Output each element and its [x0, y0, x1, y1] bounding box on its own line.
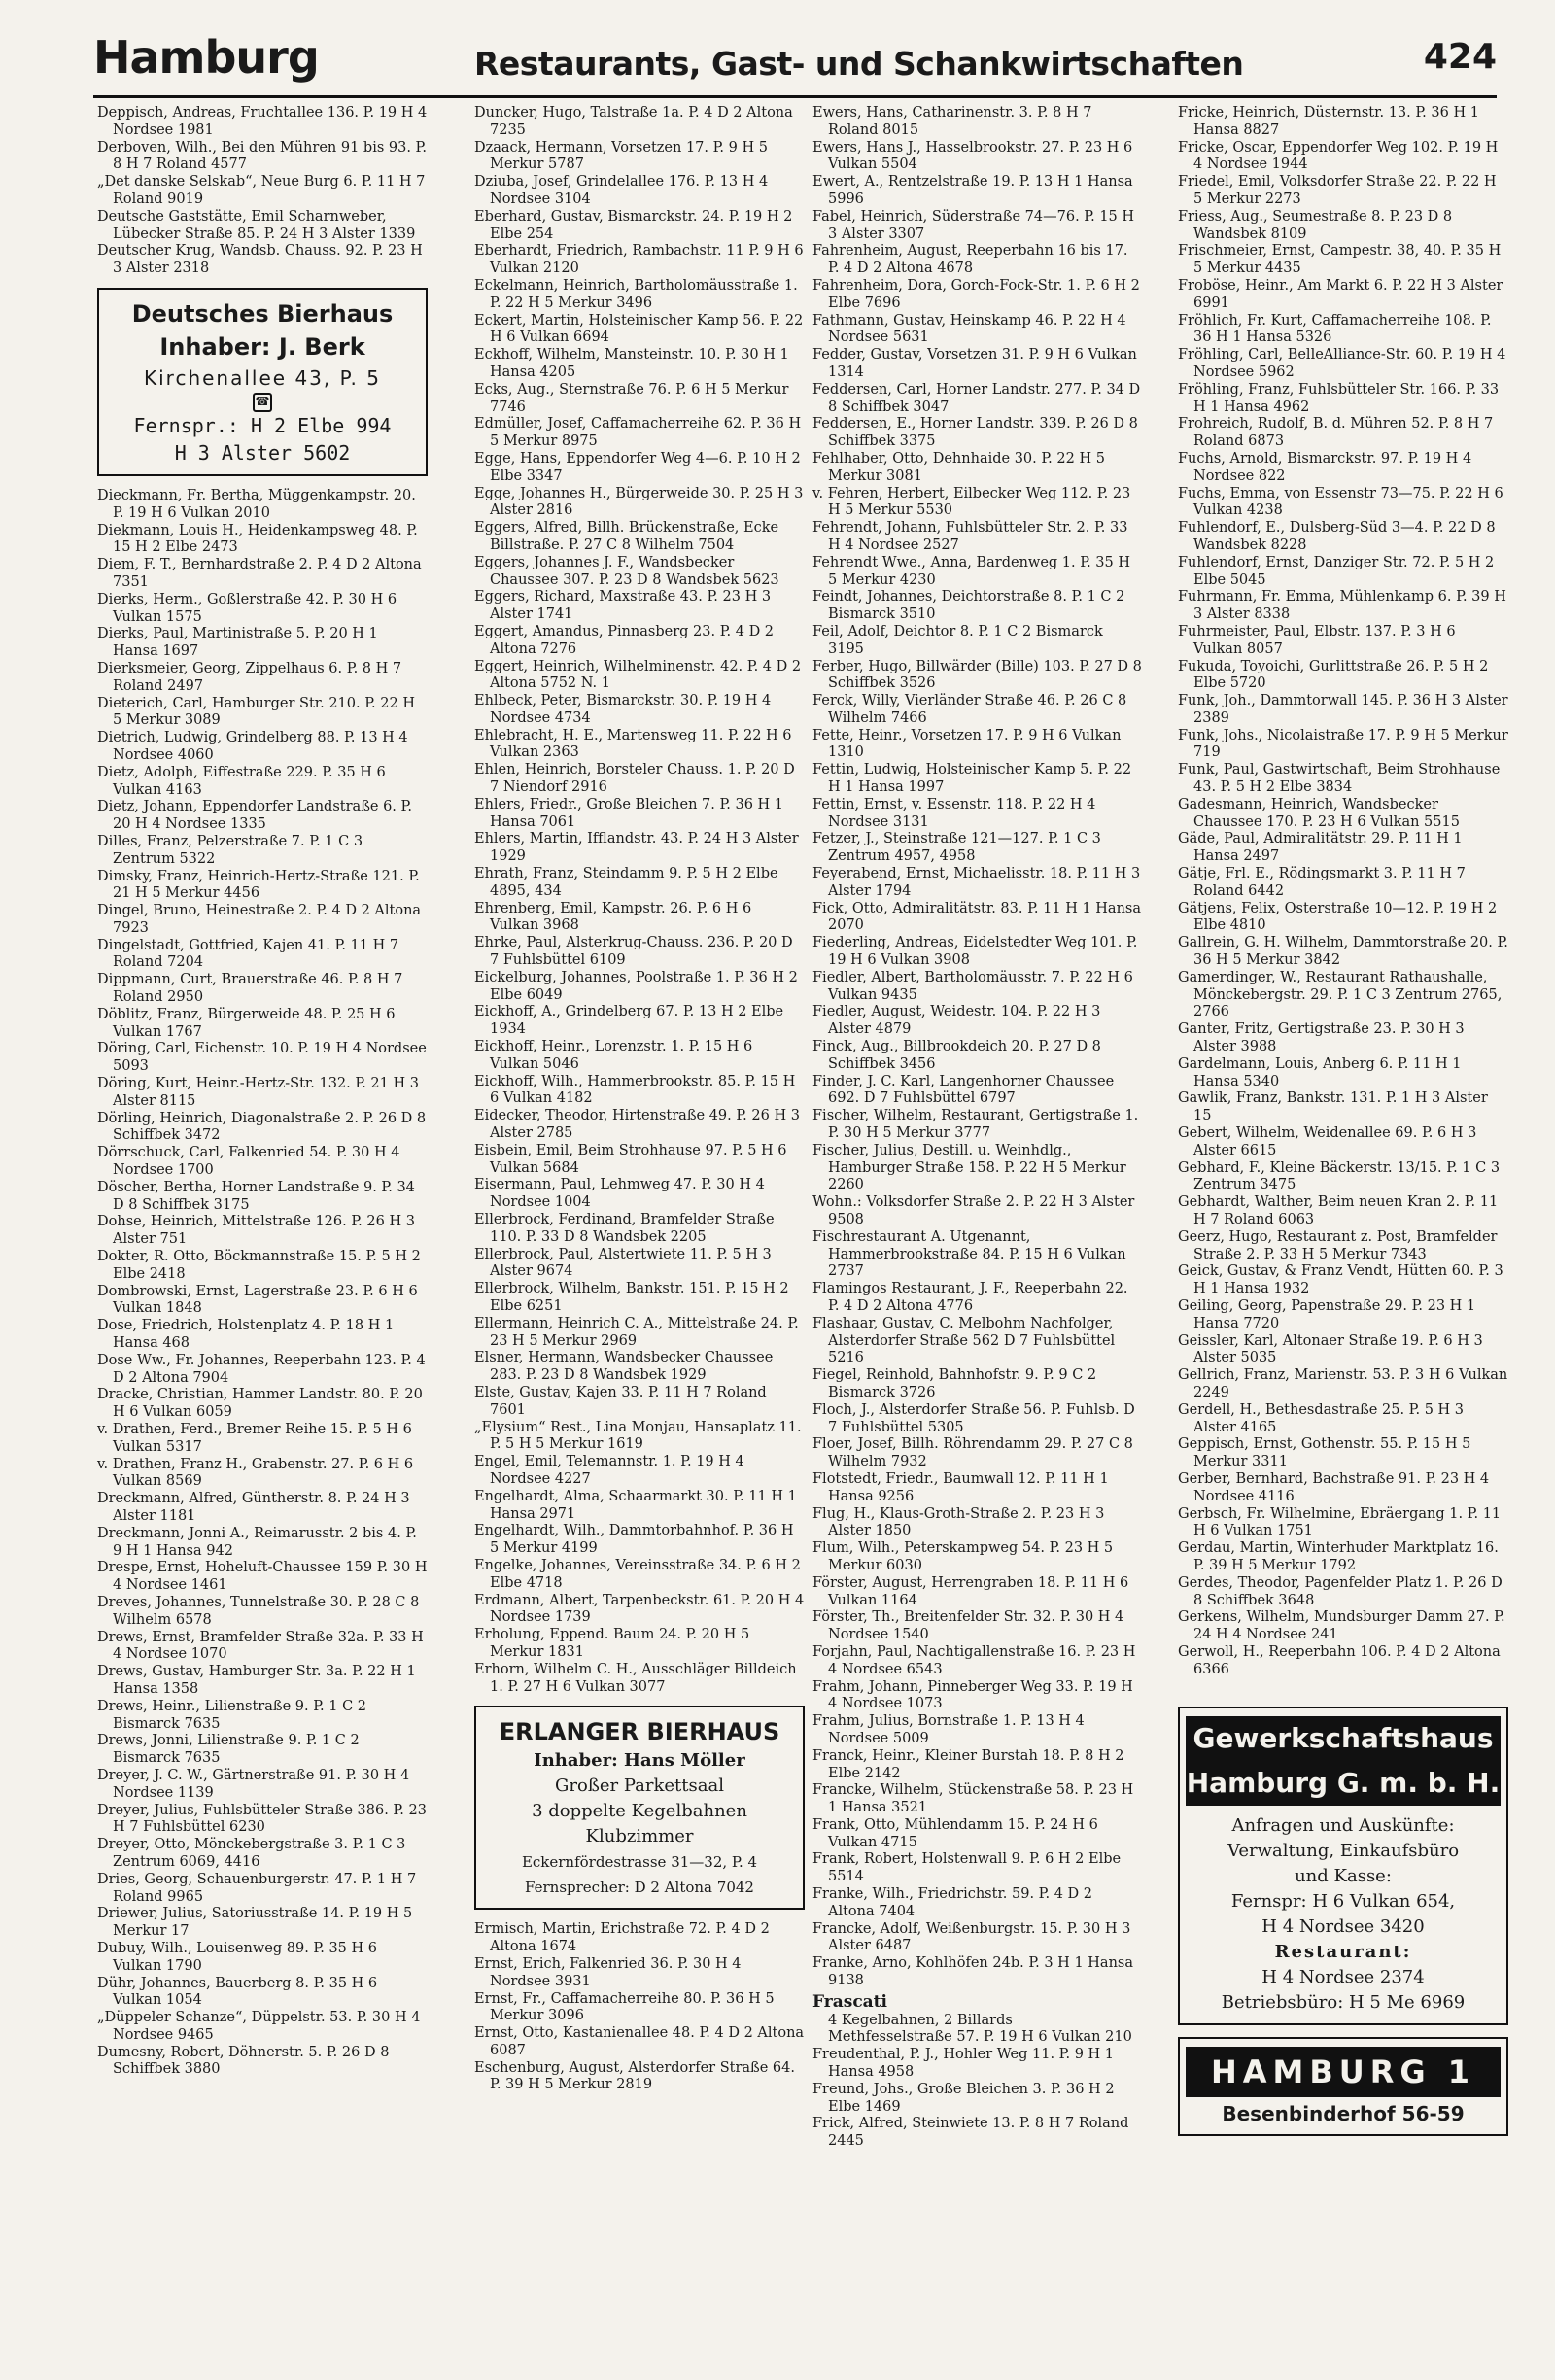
directory-entry: Frick, Alfred, Steinwiete 13. P. 8 H 7 Roland 2445: [812, 2116, 1129, 2150]
directory-entry: Eckert, Martin, Holsteinischer Kamp 56. P. 22 H 6 Vulkan 6694: [474, 312, 804, 346]
directory-entry: Flashaar, Gustav, C. Melbohm Nachfolger, Alsterdorfer Straße 562 D 7 Fuhlsbüttel 5216: [812, 1315, 1116, 1366]
directory-entry: Geppisch, Ernst, Gothenstr. 55. P. 15 H 5 Merkur 3311: [1178, 1436, 1471, 1470]
directory-entry: Deutscher Krug, Wandsb. Chauss. 92. P. 23 H 3 Alster 2318: [97, 243, 423, 277]
directory-entry: Ganter, Fritz, Gertigstraße 23. P. 30 H 3 Alster 3988: [1178, 1021, 1465, 1055]
ad-line: Eckernfördestrasse 31—32, P. 4: [521, 1853, 758, 1872]
directory-entry: Dingelstadt, Gottfried, Kajen 41. P. 11 H 7 Roland 7204: [97, 937, 399, 971]
directory-entry: Dohse, Heinrich, Mittelstraße 126. P. 26 H 3 Alster 751: [97, 1214, 415, 1248]
directory-entry: Gäde, Paul, Admiralitätstr. 29. P. 11 H 1 Hansa 2497: [1178, 831, 1463, 865]
directory-entry: Flug, H., Klaus-Groth-Straße 2. P. 23 H 3 Alster 1850: [812, 1505, 1105, 1539]
ad-owner: Inhaber: Hans Möller: [534, 1750, 745, 1772]
directory-entry: Förster, August, Herrengraben 18. P. 11 H 6 Vulkan 1164: [812, 1574, 1129, 1608]
directory-entry: Feddersen, E., Horner Landstr. 339. P. 26 D 8 Schiffbek 3375: [812, 416, 1138, 450]
directory-entry: Döring, Kurt, Heinr.-Hertz-Str. 132. P. 21 H 3 Alster 8115: [97, 1076, 419, 1109]
directory-entry: Eggers, Johannes J. F., Wandsbecker Chaussee 307. P. 23 D 8 Wandsbek 5623: [474, 554, 779, 588]
directory-entry: Fukuda, Toyoichi, Gurlittstraße 26. P. 5 H 2 Elbe 5720: [1178, 658, 1489, 692]
directory-entry: „Det danske Selskab“, Neue Burg 6. P. 11 H 7 Roland 9019: [97, 174, 426, 207]
directory-entry: Fuhrmann, Fr. Emma, Mühlenkamp 6. P. 39 H 3 Alster 8338: [1178, 589, 1506, 623]
directory-entry: Fettin, Ernst, v. Essenstr. 118. P. 22 H 4 Nordsee 3131: [812, 796, 1096, 830]
ad-line: H 4 Nordsee 2374: [1261, 1966, 1425, 1987]
ad-line: Verwaltung, Einkaufsbüro: [1227, 1840, 1460, 1861]
directory-entry: Egge, Johannes H., Bürgerweide 30. P. 25 H 3 Alster 2816: [474, 485, 804, 519]
directory-entry: Eisermann, Paul, Lehmweg 47. P. 30 H 4 Nordsee 1004: [474, 1177, 765, 1211]
directory-entry: Gadesmann, Heinrich, Wandsbecker Chaussee 170. P. 23 H 6 Vulkan 5515: [1178, 796, 1460, 830]
directory-entry: Feyerabend, Ernst, Michaelisstr. 18. P. 11 H 3 Alster 1794: [812, 866, 1141, 899]
directory-entry: Drews, Gustav, Hamburger Str. 3a. P. 22 H 1 Hansa 1358: [97, 1664, 416, 1697]
directory-entry: Ewert, A., Rentzelstraße 19. P. 13 H 1 Hansa 5996: [812, 174, 1133, 207]
directory-entry: Ermisch, Martin, Erichstraße 72. P. 4 D 2 Altona 1674: [474, 1921, 770, 1955]
directory-entry: Francke, Wilhelm, Stückenstraße 58. P. 23 H 1 Hansa 3521: [812, 1782, 1134, 1816]
directory-entry: Diem, F. T., Bernhardstraße 2. P. 4 D 2 Altona 7351: [97, 557, 422, 590]
directory-entry: Engelhardt, Alma, Schaarmarkt 30. P. 11 H 1 Hansa 2971: [474, 1488, 797, 1522]
directory-entry: Feddersen, Carl, Horner Landstr. 277. P. 34 D 8 Schiffbek 3047: [812, 381, 1141, 415]
directory-entry: Engelhardt, Wilh., Dammtorbahnhof. P. 36 H 5 Merkur 4199: [474, 1523, 794, 1557]
directory-entry: Funk, Johs., Nicolaistraße 17. P. 9 H 5 Merkur 719: [1178, 727, 1508, 761]
column-3: [812, 105, 1143, 2151]
directory-entry: Döblitz, Franz, Bürgerweide 48. P. 25 H 6 Vulkan 1767: [97, 1006, 396, 1040]
directory-entry: Fahrenheim, August, Reeperbahn 16 bis 17. P. 4 D 2 Altona 4678: [812, 243, 1128, 277]
directory-entry: Eidecker, Theodor, Hirtenstraße 49. P. 26 H 3 Alster 2785: [474, 1108, 800, 1142]
directory-entry: Gerdes, Theodor, Pagenfelder Platz 1. P. 26 D 8 Schiffbek 3648: [1178, 1574, 1503, 1608]
directory-entry: Deutsche Gaststätte, Emil Scharnweber, Lübecker Straße 85. P. 24 H 3 Alster 1339: [97, 208, 416, 242]
directory-entry: Fiedler, August, Weidestr. 104. P. 22 H 3 Alster 4879: [812, 1004, 1101, 1038]
directory-entry: Gebhard, F., Kleine Bäckerstr. 13/15. P. 1 C 3 Zentrum 3475: [1178, 1159, 1501, 1193]
directory-entry: Frank, Robert, Holstenwall 9. P. 6 H 2 Elbe 5514: [812, 1851, 1122, 1885]
directory-entry: Fahrenheim, Dora, Gorch-Fock-Str. 1. P. 6 H 2 Elbe 7696: [812, 277, 1140, 311]
directory-entry: Eberhard, Gustav, Bismarckstr. 24. P. 19 H 2 Elbe 254: [474, 208, 793, 242]
entry-name: Frascati: [812, 1991, 887, 2012]
directory-entry: Funk, Paul, Gastwirtschaft, Beim Strohhause 43. P. 5 H 2 Elbe 3834: [1178, 762, 1501, 796]
directory-entry: Gerkens, Wilhelm, Mundsburger Damm 27. P. 24 H 4 Nordsee 241: [1178, 1609, 1505, 1643]
directory-entry: Dumesny, Robert, Döhnerstr. 5. P. 26 D 8 Schiffbek 3880: [97, 2044, 390, 2078]
directory-entry: Dieckmann, Fr. Bertha, Müggenkampstr. 20. P. 19 H 6 Vulkan 2010: [97, 487, 416, 521]
directory-entry: Franck, Heinr., Kleiner Burstah 18. P. 8 H 2 Elbe 2142: [812, 1747, 1124, 1781]
entry-line: Methfesselstraße 57. P. 19 H 6 Vulkan 210: [828, 2029, 1132, 2046]
directory-entry: Eickhoff, A., Grindelberg 67. P. 13 H 2 Elbe 1934: [474, 1004, 784, 1038]
directory-entry: Gamerdinger, W., Restaurant Rathaushalle, Mönckebergstr. 29. P. 1 C 3 Zentrum 2765, 2766: [1178, 969, 1503, 1020]
directory-entry: Fröhling, Carl, BelleAlliance-Str. 60. P. 19 H 4 Nordsee 5962: [1178, 347, 1506, 380]
directory-entry: Diekmann, Louis H., Heidenkampsweg 48. P. 15 H 2 Elbe 2473: [97, 522, 418, 556]
directory-entry: Finder, J. C. Karl, Langenhorner Chaussee 692. D 7 Fuhlsbüttel 6797: [812, 1073, 1115, 1107]
phone-icon: ☎: [105, 393, 420, 412]
page-number: 424: [1423, 37, 1497, 77]
directory-entry: Ecks, Aug., Sternstraße 76. P. 6 H 5 Merkur 7746: [474, 381, 789, 415]
ad-deutsches-bierhaus: [97, 288, 428, 476]
directory-entry: Floch, J., Alsterdorfer Straße 56. P. Fuhlsb. D 7 Fuhlsbüttel 5305: [812, 1401, 1135, 1435]
directory-entry: Geerz, Hugo, Restaurant z. Post, Bramfelder Straße 2. P. 33 H 5 Merkur 7343: [1178, 1228, 1498, 1262]
directory-entry: Dingel, Bruno, Heinestraße 2. P. 4 D 2 Altona 7923: [97, 903, 422, 936]
directory-entry: Eickhoff, Heinr., Lorenzstr. 1. P. 15 H 6 Vulkan 5046: [474, 1039, 753, 1072]
column-4: [1178, 105, 1508, 2148]
directory-entry: Ehlbeck, Peter, Bismarckstr. 30. P. 19 H 4 Nordsee 4734: [474, 693, 772, 726]
directory-entry: Derboven, Wilh., Bei den Mühren 91 bis 93. P. 8 H 7 Roland 4577: [97, 139, 427, 173]
ad-line: Fernsprecher: D 2 Altona 7042: [525, 1879, 754, 1897]
directory-entry: Dose, Friedrich, Holstenplatz 4. P. 18 H 1 Hansa 468: [97, 1318, 395, 1352]
directory-entry: Fischrestaurant A. Utgenannt, Hammerbrookstraße 84. P. 15 H 6 Vulkan 2737: [812, 1228, 1126, 1280]
ad-phone-2: H 3 Alster 5602: [174, 440, 351, 465]
ad-line: Großer Parkettsaal: [555, 1776, 724, 1797]
directory-entry: Friedel, Emil, Volksdorfer Straße 22. P. 22 H 5 Merkur 2273: [1178, 174, 1497, 207]
directory-entry: Fiedler, Albert, Bartholomäusstr. 7. P. 22 H 6 Vulkan 9435: [812, 969, 1133, 1003]
directory-entry: Gätjens, Felix, Osterstraße 10—12. P. 19 H 2 Elbe 4810: [1178, 900, 1498, 934]
directory-entry: Gätje, Frl. E., Rödingsmarkt 3. P. 11 H 7 Roland 6442: [1178, 866, 1466, 899]
directory-entry: Wohn.: Volksdorfer Straße 2. P. 22 H 3 Alster 9508: [812, 1194, 1135, 1227]
directory-entry: Ehlebracht, H. E., Martensweg 11. P. 22 H 6 Vulkan 2363: [474, 727, 792, 761]
directory-entry: Eckelmann, Heinrich, Bartholomäusstraße 1. P. 22 H 5 Merkur 3496: [474, 277, 798, 311]
ad-address: Besenbinderhof 56-59: [1222, 2101, 1465, 2125]
ad-line: Fernspr: H 6 Vulkan 654,: [1230, 1890, 1456, 1912]
ad-line: H 4 Nordsee 3420: [1261, 1915, 1425, 1937]
ad-line: Anfragen und Auskünfte:: [1231, 1814, 1455, 1836]
directory-entry: Fathmann, Gustav, Heinskamp 46. P. 22 H 4 Nordsee 5631: [812, 312, 1126, 346]
directory-entry: Eggert, Heinrich, Wilhelminenstr. 42. P. 4 D 2 Altona 5752 N. 1: [474, 658, 802, 692]
directory-entry: Dierks, Herm., Goßlerstraße 42. P. 30 H 6 Vulkan 1575: [97, 591, 397, 625]
directory-entry: Fick, Otto, Admiralitätstr. 83. P. 11 H 1 Hansa 2070: [812, 900, 1141, 934]
directory-entry: Dubuy, Wilh., Louisenweg 89. P. 35 H 6 Vulkan 1790: [97, 1940, 377, 1974]
column-2: [474, 105, 805, 2094]
directory-entry: Ernst, Otto, Kastanienallee 48. P. 4 D 2 Altona 6087: [474, 2025, 805, 2058]
directory-entry: Driewer, Julius, Satoriusstraße 14. P. 19 H 5 Merkur 17: [97, 1906, 413, 1940]
directory-entry: Duncker, Hugo, Talstraße 1a. P. 4 D 2 Altona 7235: [474, 105, 793, 138]
ad-title: ERLANGER BIERHAUS: [499, 1718, 780, 1746]
directory-entry: Förster, Th., Breitenfelder Str. 32. P. 30 H 4 Nordsee 1540: [812, 1609, 1124, 1643]
ad-erlanger-bierhaus: [474, 1706, 805, 1910]
directory-entry: Eggers, Richard, Maxstraße 43. P. 23 H 3 Alster 1741: [474, 589, 772, 623]
directory-entry: Eggers, Alfred, Billh. Brückenstraße, Ecke Billstraße. P. 27 C 8 Wilhelm 7504: [474, 520, 779, 553]
directory-entry: Fuhrmeister, Paul, Elbstr. 137. P. 3 H 6 Vulkan 8057: [1178, 623, 1456, 657]
directory-entry: Ellerbrock, Ferdinand, Bramfelder Straße 110. P. 33 D 8 Wandsbek 2205: [474, 1212, 775, 1245]
directory-entry: Gellrich, Franz, Marienstr. 53. P. 3 H 6 Vulkan 2249: [1178, 1367, 1508, 1400]
directory-entry: Frischmeier, Ernst, Campestr. 38, 40. P. 35 H 5 Merkur 4435: [1178, 243, 1502, 277]
directory-entry: Ellerbrock, Wilhelm, Bankstr. 151. P. 15 H 2 Elbe 6251: [474, 1281, 789, 1314]
directory-entry: Fröhling, Franz, Fuhlsbütteler Str. 166. P. 33 H 1 Hansa 4962: [1178, 381, 1500, 415]
directory-entry: Engel, Emil, Telemannstr. 1. P. 19 H 4 Nordsee 4227: [474, 1454, 744, 1487]
directory-entry: Frank, Otto, Mühlendamm 15. P. 24 H 6 Vulkan 4715: [812, 1816, 1098, 1850]
directory-entry: Elsner, Hermann, Wandsbecker Chaussee 283. P. 23 D 8 Wandsbek 1929: [474, 1350, 774, 1384]
directory-entry: Ferber, Hugo, Billwärder (Bille) 103. P. 27 D 8 Schiffbek 3526: [812, 658, 1142, 692]
directory-entry: Fehrendt Wwe., Anna, Bardenweg 1. P. 35 H 5 Merkur 4230: [812, 554, 1130, 588]
directory-entry: Geissler, Karl, Altonaer Straße 19. P. 6 H 3 Alster 5035: [1178, 1332, 1483, 1366]
directory-entry: v. Drathen, Franz H., Grabenstr. 27. P. 6 H 6 Vulkan 8569: [97, 1456, 414, 1490]
directory-entry: Gebert, Wilhelm, Weidenallee 69. P. 6 H 3 Alster 6615: [1178, 1125, 1477, 1158]
ad-hamburg-1: [1178, 2037, 1508, 2136]
directory-entry: Gerwoll, H., Reeperbahn 106. P. 4 D 2 Altona 6366: [1178, 1643, 1501, 1677]
ad-title: HAMBURG 1: [1186, 2047, 1501, 2097]
directory-entry: Gawlik, Franz, Bankstr. 131. P. 1 H 3 Alster 15: [1178, 1090, 1488, 1124]
directory-entry: Gallrein, G. H. Wilhelm, Dammtorstraße 20. P. 36 H 5 Merkur 3842: [1178, 935, 1508, 969]
ad-owner: Inhaber: J. Berk: [159, 332, 365, 361]
directory-entry: Frahm, Julius, Bornstraße 1. P. 13 H 4 Nordsee 5009: [812, 1713, 1085, 1746]
directory-entry: Geiling, Georg, Papenstraße 29. P. 23 H 1 Hansa 7720: [1178, 1297, 1476, 1331]
directory-entry: Fuchs, Arnold, Bismarckstr. 97. P. 19 H 4 Nordsee 822: [1178, 450, 1472, 484]
directory-entry: Gebhardt, Walther, Beim neuen Kran 2. P. 11 H 7 Roland 6063: [1178, 1194, 1499, 1227]
ad-gewerkschaftshaus: [1178, 1707, 1508, 2025]
directory-entry: Ewers, Hans, Catharinenstr. 3. P. 8 H 7 Roland 8015: [812, 105, 1092, 138]
directory-entry: Edmüller, Josef, Caffamacherreihe 62. P. 36 H 5 Merkur 8975: [474, 416, 802, 450]
directory-entry: Floer, Josef, Billh. Röhrendamm 29. P. 27 C 8 Wilhelm 7932: [812, 1436, 1133, 1470]
directory-entry: Dreyer, Julius, Fuhlsbütteler Straße 386. P. 23 H 7 Fuhlsbüttel 6230: [97, 1802, 427, 1836]
directory-entry: Dörrschuck, Carl, Falkenried 54. P. 30 H 4 Nordsee 1700: [97, 1145, 400, 1179]
directory-entry: Gerber, Bernhard, Bachstraße 91. P. 23 H 4 Nordsee 4116: [1178, 1470, 1490, 1504]
directory-entry: Feindt, Johannes, Deichtorstraße 8. P. 1 C 2 Bismarck 3510: [812, 589, 1125, 623]
directory-entry: Feil, Adolf, Deichtor 8. P. 1 C 2 Bismarck 3195: [812, 623, 1103, 657]
directory-entry: Eisbein, Emil, Beim Strohhause 97. P. 5 H 6 Vulkan 5684: [474, 1142, 787, 1176]
directory-entry: Francke, Adolf, Weißenburgstr. 15. P. 30 H 3 Alster 6487: [812, 1920, 1131, 1954]
directory-entry: Dombrowski, Ernst, Lagerstraße 23. P. 6 H 6 Vulkan 1848: [97, 1283, 418, 1317]
ad-line: Betriebsbüro: H 5 Me 6969: [1221, 1991, 1466, 2013]
directory-entry: Fischer, Wilhelm, Restaurant, Gertigstraße 1. P. 30 H 5 Merkur 3777: [812, 1108, 1139, 1142]
directory-entry: Fiederling, Andreas, Eidelstedter Weg 101. P. 19 H 6 Vulkan 3908: [812, 935, 1138, 969]
directory-entry: Elste, Gustav, Kajen 33. P. 11 H 7 Roland 7601: [474, 1384, 767, 1418]
directory-entry: Drews, Ernst, Bramfelder Straße 32a. P. 33 H 4 Nordsee 1070: [97, 1629, 424, 1663]
directory-entry: Fricke, Oscar, Eppendorfer Weg 102. P. 19 H 4 Nordsee 1944: [1178, 139, 1499, 173]
directory-entry: Dietz, Adolph, Eiffestraße 229. P. 35 H 6 Vulkan 4163: [97, 764, 386, 798]
ad-title: Deutsches Bierhaus: [131, 299, 394, 328]
directory-entry: Franke, Wilh., Friedrichstr. 59. P. 4 D 2 Altona 7404: [812, 1886, 1092, 1919]
directory-entry: Flum, Wilh., Peterskampweg 54. P. 23 H 5 Merkur 6030: [812, 1540, 1114, 1573]
directory-entry: Dracke, Christian, Hammer Landstr. 80. P. 20 H 6 Vulkan 6059: [97, 1387, 423, 1421]
directory-entry: „Düppeler Schanze“, Düppelstr. 53. P. 30 H 4 Nordsee 9465: [97, 2010, 421, 2043]
directory-entry: Ferck, Willy, Vierländer Straße 46. P. 26 C 8 Wilhelm 7466: [812, 693, 1127, 726]
directory-entry: Flamingos Restaurant, J. F., Reeperbahn 22. P. 4 D 2 Altona 4776: [812, 1281, 1128, 1314]
directory-entry: Gerdau, Martin, Winterhuder Marktplatz 16. P. 39 H 5 Merkur 1792: [1178, 1540, 1499, 1573]
directory-entry: Dietz, Johann, Eppendorfer Landstraße 6. P. 20 H 4 Nordsee 1335: [97, 799, 412, 833]
directory-entry: Dreyer, J. C. W., Gärtnerstraße 91. P. 30 H 4 Nordsee 1139: [97, 1767, 410, 1801]
directory-entry: Dreves, Johannes, Tunnelstraße 30. P. 28 C 8 Wilhelm 6578: [97, 1594, 420, 1628]
directory-entry: Drews, Jonni, Lilienstraße 9. P. 1 C 2 Bismarck 7635: [97, 1733, 360, 1767]
directory-entry: Dokter, R. Otto, Böckmannstraße 15. P. 5 H 2 Elbe 2418: [97, 1249, 421, 1282]
directory-entry: Ehlen, Heinrich, Borsteler Chauss. 1. P. 20 D 7 Niendorf 2916: [474, 762, 795, 796]
ad-line: Restaurant:: [1274, 1941, 1412, 1962]
directory-entry: Eggert, Amandus, Pinnasberg 23. P. 4 D 2 Altona 7276: [474, 623, 775, 657]
directory-entry: Franke, Arno, Kohlhöfen 24b. P. 3 H 1 Hansa 9138: [812, 1955, 1133, 1989]
column-1: [97, 105, 428, 2079]
directory-entry: Fabel, Heinrich, Süderstraße 74—76. P. 15 H 3 Alster 3307: [812, 208, 1135, 242]
directory-entry: v. Fehren, Herbert, Eilbecker Weg 112. P. 23 H 5 Merkur 5530: [812, 485, 1131, 519]
ad-title-2: Hamburg G. m. b. H.: [1186, 1761, 1501, 1806]
entry-line: 4 Kegelbahnen, 2 Billards: [828, 2012, 1013, 2028]
directory-entry: Fröhlich, Fr. Kurt, Caffamacherreihe 108. P. 36 H 1 Hansa 5326: [1178, 312, 1492, 346]
directory-entry: Eckhoff, Wilhelm, Mansteinstr. 10. P. 30 H 1 Hansa 4205: [474, 347, 789, 380]
directory-entry: Dries, Georg, Schauenburgerstr. 47. P. 1 H 7 Roland 9965: [97, 1871, 417, 1905]
directory-entry: Egge, Hans, Eppendorfer Weg 4—6. P. 10 H 2 Elbe 3347: [474, 450, 801, 484]
directory-entry: Froböse, Heinr., Am Markt 6. P. 22 H 3 Alster 6991: [1178, 277, 1503, 311]
directory-entry: v. Drathen, Ferd., Bremer Reihe 15. P. 5 H 6 Vulkan 5317: [97, 1422, 412, 1455]
directory-entry: Fedder, Gustav, Vorsetzen 31. P. 9 H 6 Vulkan 1314: [812, 347, 1137, 380]
directory-entry: Freund, Johs., Große Bleichen 3. P. 36 H 2 Elbe 1469: [812, 2081, 1115, 2115]
directory-entry: Gardelmann, Louis, Anberg 6. P. 11 H 1 Hansa 5340: [1178, 1055, 1462, 1089]
directory-entry: Forjahn, Paul, Nachtigallenstraße 16. P. 23 H 4 Nordsee 6543: [812, 1643, 1136, 1677]
directory-entry: Döscher, Bertha, Horner Landstraße 9. P. 34 D 8 Schiffbek 3175: [97, 1179, 415, 1213]
ad-line: und Kasse:: [1295, 1865, 1392, 1886]
directory-entry: Dreckmann, Jonni A., Reimarusstr. 2 bis 4. P. 9 H 1 Hansa 942: [97, 1525, 417, 1559]
directory-entry: Fehrendt, Johann, Fuhlsbütteler Str. 2. P. 33 H 4 Nordsee 2527: [812, 520, 1128, 553]
directory-entry: Dierks, Paul, Martinistraße 5. P. 20 H 1 Hansa 1697: [97, 626, 378, 660]
directory-entry: „Elysium“ Rest., Lina Monjau, Hansaplatz 11. P. 5 H 5 Merkur 1619: [474, 1419, 802, 1453]
directory-entry: Fehlhaber, Otto, Dehnhaide 30. P. 22 H 5 Merkur 3081: [812, 450, 1105, 484]
directory-entry: Fettin, Ludwig, Holsteinischer Kamp 5. P. 22 H 1 Hansa 1997: [812, 762, 1132, 796]
directory-entry: Drespe, Ernst, Hoheluft-Chaussee 159 P. 30 H 4 Nordsee 1461: [97, 1560, 428, 1594]
directory-entry: Ernst, Erich, Falkenried 36. P. 30 H 4 Nordsee 3931: [474, 1955, 742, 1989]
directory-entry: Ehrath, Franz, Steindamm 9. P. 5 H 2 Elbe 4895, 434: [474, 866, 778, 899]
directory-entry: Dühr, Johannes, Bauerberg 8. P. 35 H 6 Vulkan 1054: [97, 1975, 378, 2009]
directory-entry: Dimsky, Franz, Heinrich-Hertz-Straße 121. P. 21 H 5 Merkur 4456: [97, 868, 420, 902]
directory-entry: Dreyer, Otto, Mönckebergstraße 3. P. 1 C 3 Zentrum 6069, 4416: [97, 1837, 406, 1870]
ad-line: Klubzimmer: [585, 1826, 694, 1847]
directory-entry: Fuhlendorf, E., Dulsberg-Süd 3—4. P. 22 D 8 Wandsbek 8228: [1178, 520, 1496, 553]
directory-entry: Döring, Carl, Eichenstr. 10. P. 19 H 4 Nordsee 5093: [97, 1041, 427, 1075]
directory-entry: Erholung, Eppend. Baum 24. P. 20 H 5 Merkur 1831: [474, 1627, 750, 1660]
directory-entry: Dörling, Heinrich, Diagonalstraße 2. P. 26 D 8 Schiffbek 3472: [97, 1110, 427, 1144]
directory-entry: Fiegel, Reinhold, Bahnhofstr. 9. P. 9 C 2 Bismarck 3726: [812, 1367, 1097, 1400]
directory-entry: Dierksmeier, Georg, Zippelhaus 6. P. 8 H 7 Roland 2497: [97, 660, 402, 694]
directory-entry: Gerdell, H., Bethesdastraße 25. P. 5 H 3 Alster 4165: [1178, 1401, 1465, 1435]
directory-entry: Engelke, Johannes, Vereinsstraße 34. P. 6 H 2 Elbe 4718: [474, 1557, 801, 1591]
directory-entry: Flotstedt, Friedr., Baumwall 12. P. 11 H 1 Hansa 9256: [812, 1470, 1109, 1504]
directory-entry: Dippmann, Curt, Brauerstraße 46. P. 8 H 7 Roland 2950: [97, 972, 403, 1006]
directory-entry: Fuhlendorf, Ernst, Danziger Str. 72. P. 5 H 2 Elbe 5045: [1178, 554, 1495, 588]
directory-entry: Ellerbrock, Paul, Alstertwiete 11. P. 5 H 3 Alster 9674: [474, 1246, 772, 1280]
directory-entry: Ehlers, Martin, Ifflandstr. 43. P. 24 H 3 Alster 1929: [474, 831, 799, 865]
ad-phone: Fernspr.: H 2 Elbe 994: [133, 413, 392, 437]
directory-entry: Fischer, Julius, Destill. u. Weinhdlg., Hamburger Straße 158. P. 22 H 5 Merkur 2260: [812, 1142, 1126, 1193]
directory-entry: Dose Ww., Fr. Johannes, Reeperbahn 123. P. 4 D 2 Altona 7904: [97, 1352, 426, 1386]
directory-entry: Erhorn, Wilhelm C. H., Ausschläger Billdeich 1. P. 27 H 6 Vulkan 3077: [474, 1661, 797, 1695]
page-header: [93, 27, 1497, 98]
directory-entry: Ehlers, Friedr., Große Bleichen 7. P. 36 H 1 Hansa 7061: [474, 796, 784, 830]
directory-entry: Fricke, Heinrich, Düsternstr. 13. P. 36 H 1 Hansa 8827: [1178, 105, 1479, 138]
directory-entry: Erdmann, Albert, Tarpenbeckstr. 61. P. 20 H 4 Nordsee 1739: [474, 1592, 805, 1626]
directory-entry: Eickhoff, Wilh., Hammerbrookstr. 85. P. 15 H 6 Vulkan 4182: [474, 1073, 796, 1107]
directory-entry: Ellermann, Heinrich C. A., Mittelstraße 24. P. 23 H 5 Merkur 2969: [474, 1315, 799, 1349]
directory-entry: Ehrke, Paul, Alsterkrug-Chauss. 236. P. 20 D 7 Fuhlsbüttel 6109: [474, 935, 793, 969]
directory-entry: Frohreich, Rudolf, B. d. Mühren 52. P. 8 H 7 Roland 6873: [1178, 416, 1494, 450]
directory-entry: Friess, Aug., Seumestraße 8. P. 23 D 8 Wandsbek 8109: [1178, 208, 1453, 242]
ad-address: Kirchenallee 43, P. 5: [144, 365, 381, 390]
frascati-entry: [812, 1991, 1143, 2047]
directory-entry: Finck, Aug., Billbrookdeich 20. P. 27 D 8 Schiffbek 3456: [812, 1039, 1101, 1072]
ad-title: Gewerkschaftshaus: [1186, 1716, 1501, 1761]
directory-entry: Eberhardt, Friedrich, Rambachstr. 11 P. 9 H 6 Vulkan 2120: [474, 243, 804, 277]
directory-entry: Dietrich, Ludwig, Grindelberg 88. P. 13 H 4 Nordsee 4060: [97, 730, 408, 763]
directory-entry: Dzaack, Hermann, Vorsetzen 17. P. 9 H 5 Merkur 5787: [474, 139, 768, 173]
directory-entry: Eickelburg, Johannes, Poolstraße 1. P. 36 H 2 Elbe 6049: [474, 969, 798, 1003]
section-title: Restaurants, Gast- und Schankwirtschaften: [474, 45, 1244, 83]
directory-entry: Ewers, Hans J., Hasselbrookstr. 27. P. 23 H 6 Vulkan 5504: [812, 139, 1133, 173]
ad-line: 3 doppelte Kegelbahnen: [532, 1801, 747, 1822]
directory-entry: Ernst, Fr., Caffamacherreihe 80. P. 36 H 5 Merkur 3096: [474, 1990, 775, 2024]
directory-entry: Fetzer, J., Steinstraße 121—127. P. 1 C 3 Zentrum 4957, 4958: [812, 831, 1101, 865]
directory-entry: Dieterich, Carl, Hamburger Str. 210. P. 22 H 5 Merkur 3089: [97, 695, 415, 729]
directory-entry: Fuchs, Emma, von Essenstr 73—75. P. 22 H 6 Vulkan 4238: [1178, 485, 1503, 519]
directory-entry: Drews, Heinr., Lilienstraße 9. P. 1 C 2 Bismarck 7635: [97, 1698, 367, 1732]
directory-entry: Ehrenberg, Emil, Kampstr. 26. P. 6 H 6 Vulkan 3968: [474, 900, 752, 934]
directory-entry: Dziuba, Josef, Grindelallee 176. P. 13 H 4 Nordsee 3104: [474, 174, 769, 207]
directory-entry: Eschenburg, August, Alsterdorfer Straße 64. P. 39 H 5 Merkur 2819: [474, 2059, 795, 2093]
directory-entry: Gerbsch, Fr. Wilhelmine, Ebräergang 1. P. 11 H 6 Vulkan 1751: [1178, 1505, 1502, 1539]
directory-entry: Fette, Heinr., Vorsetzen 17. P. 9 H 6 Vulkan 1310: [812, 727, 1122, 761]
city-title: Hamburg: [93, 31, 319, 84]
directory-entry: Funk, Joh., Dammtorwall 145. P. 36 H 3 Alster 2389: [1178, 693, 1508, 726]
directory-entry: Deppisch, Andreas, Fruchtallee 136. P. 19 H 4 Nordsee 1981: [97, 105, 428, 138]
directory-entry: Freudenthal, P. J., Hohler Weg 11. P. 9 H 1 Hansa 4958: [812, 2047, 1115, 2081]
directory-entry: Dreckmann, Alfred, Güntherstr. 8. P. 24 H 3 Alster 1181: [97, 1491, 410, 1524]
directory-entry: Geick, Gustav, & Franz Vendt, Hütten 60. P. 3 H 1 Hansa 1932: [1178, 1263, 1503, 1297]
directory-entry: Dilles, Franz, Pelzerstraße 7. P. 1 C 3 Zentrum 5322: [97, 833, 363, 867]
directory-entry: Frahm, Johann, Pinneberger Weg 33. P. 19 H 4 Nordsee 1073: [812, 1678, 1133, 1712]
